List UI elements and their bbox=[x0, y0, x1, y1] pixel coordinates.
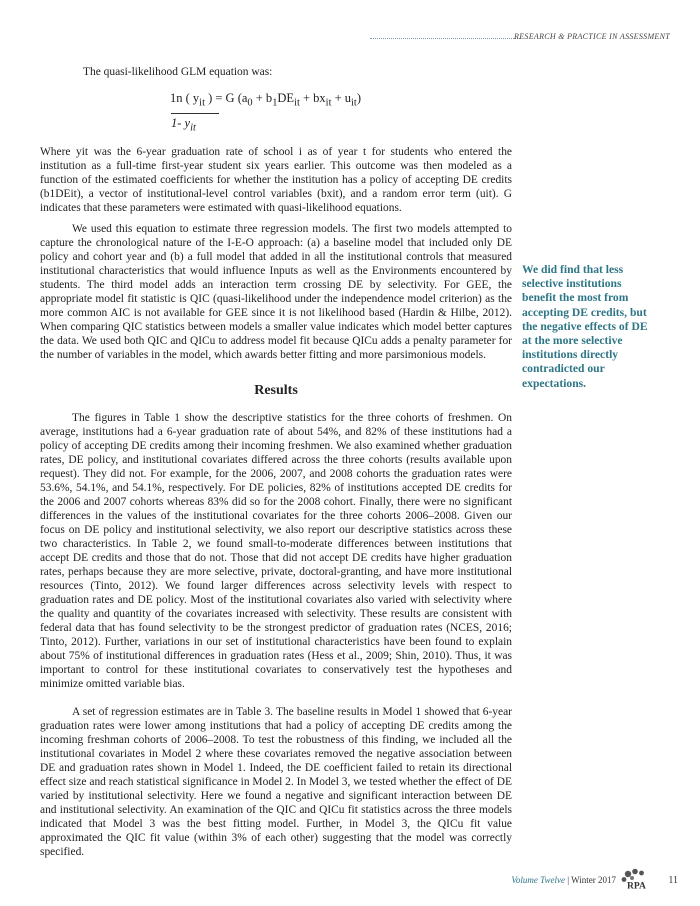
paragraph-regression-models: We used this equation to estimate three regression models. The first two models attempted to capture the chronological nature of the I-E-O approach: (a) a baseline model that included only DE policy and cohort year and (b) a full model that added in all the institutional controls that measured institutional characteristics that would influence Inputs as well as the Environments encountered by students. The third model adds an interaction term crossing DE by selectivity. For GEE, the appropriate model fit statistic is QIC (quasi-likelihood under the independence model criterion) as the more common AIC is not available for GEE since it is not likelihood based (Hardin & Hilbe, 2012). When comparing QIC statistics between models a smaller value indicates which model better captures the data. We used both QIC and QICu to address model fit because QICu adds a penalty parameter for the number of variables in the model, which awards better fitting and more parsimonious models. bbox=[40, 223, 512, 361]
eq-u-sub: it bbox=[351, 97, 357, 109]
footer-separator: | bbox=[564, 875, 572, 885]
eq-numerator-sub: it bbox=[199, 97, 205, 109]
eq-plus3: + u bbox=[331, 91, 352, 105]
running-head-dotted-rule bbox=[370, 38, 520, 39]
eq-denominator: 1- y bbox=[171, 115, 191, 130]
eq-sub-0: 0 bbox=[247, 97, 253, 109]
pull-quote: We did find that less selective institutions benefit the most from accepting DE credits, but the negative effects of DE at the more selective institutions directly contradicted our expectations. bbox=[522, 263, 648, 390]
paragraph-where: Where yit was the 6-year graduation rate of school i as of year t for students who entered the institution as a full-time first-year student six years earlier. This outcome was then modeled as a function of the estimated coefficients for whether the institution has a policy of accepting DE credits (b1DEit), a vector of institutional-level control variables (bxit), and a random error term (uit). G indicates that these parameters were estimated with quasi-likelihood equations. bbox=[40, 146, 512, 214]
footer-issue: Winter 2017 bbox=[571, 875, 616, 885]
logo-letters: RPA bbox=[627, 881, 646, 891]
glm-equation bbox=[170, 91, 430, 135]
footer-issue-info bbox=[511, 875, 616, 885]
running-head-label: RESEARCH & PRACTICE IN ASSESSMENT bbox=[514, 32, 670, 41]
footer-volume: Volume Twelve bbox=[511, 875, 565, 885]
page-footer bbox=[418, 867, 678, 891]
section-heading-results: Results bbox=[254, 383, 298, 398]
rpa-logo-icon bbox=[618, 867, 658, 891]
eq-sub-1: 1 bbox=[272, 97, 278, 109]
equation-intro: The quasi-likelihood GLM equation was: bbox=[83, 66, 273, 78]
running-head bbox=[370, 32, 670, 44]
eq-de: DE bbox=[277, 91, 295, 105]
fraction-bar bbox=[171, 113, 219, 114]
eq-numerator: 1n ( y bbox=[170, 91, 200, 105]
paragraph-descriptive-statistics: The figures in Table 1 show the descriptive statistics for the three cohorts of freshmen. On average, institutions had a 6-year graduation rate of about 54%, and 82% of these institutions had a policy of accepting DE credits among their incoming freshmen. We also examined whether graduation rates, DE policy, and institutional covariates differed across the three cohorts (results available upon request). They did not. For example, for the 2006, 2007, and 2008 cohorts the graduation rates were 53.6%, 54.1%, and 54.1%, respectively. For DE policies, 82% of institutions accepted DE credits for the 2006 and 2007 cohorts whereas 83% did so for the 2008 cohort. Finally, there were no significant differences in the values of the institutional covariates for the three cohorts 2006–2008. Given our focus on DE policy and institutional selectivity, we also report our descriptive statistics across these two characteristics. In Table 2, we found small-to-moderate differences between institutions that accept DE credits and those that do not. Those that did not accept DE credits have higher graduation rates, perhaps because they are more selective, private, doctoral-granting, and have more institutional resources (Tinto, 2012). We found larger differences across selectivity levels with respect to graduation rates and DE policy. Most of the institutional covariates also varied with selectivity where the quality and quantity of the covariates increased with selectivity. These results are consistent with federal data that has found selectivity to be the strongest predictor of graduation rates (NCES, 2016; Tinto, 2012). Further, variations in our set of institutional characteristics have been found to explain about 75% of institutional differences in graduation rates (Hess et al., 2009; Shin, 2010). Thus, it was important to control for these institutional covariates to conservatively test the hypotheses and minimize omitted variable bias. bbox=[40, 412, 512, 690]
paragraph-regression-estimates: A set of regression estimates are in Table 3. The baseline results in Model 1 showed that 6-year graduation rates were lower among institutions that had a policy of accepting DE credits among the incoming freshman cohorts of 2006–2008. To test the robustness of this finding, we included all the institutional covariates in Model 2 where these covariates removed the negative association between DE and graduation rates shown in Model 1. Indeed, the DE coefficient failed to retain its directional effect size and reach statistical significance in Model 2. In Model 3, we tested whether the effect of DE varied by institutional selectivity. Here we found a negative and significant interaction between DE and institutional selectivity. An examination of the QIC and QICu fit statistics across the three models indicated that Model 3 was the best fitting model. Further, in Model 3, the QICu fit value approximated the QIC fit value (within 3% of each other) suggesting that the model was correctly specified. bbox=[40, 706, 512, 858]
eq-rhs-prefix: ) = G (a bbox=[204, 91, 248, 105]
eq-bx-sub: it bbox=[325, 97, 332, 109]
equation-denominator bbox=[171, 116, 430, 136]
eq-close: ) bbox=[356, 91, 361, 105]
eq-plus2: + bx bbox=[299, 91, 326, 105]
eq-plus1: + b bbox=[252, 91, 273, 105]
equation-top-line bbox=[170, 91, 430, 111]
eq-de-sub: it bbox=[294, 97, 300, 109]
eq-denominator-sub: it bbox=[190, 122, 196, 133]
page-number: 11 bbox=[668, 875, 678, 886]
